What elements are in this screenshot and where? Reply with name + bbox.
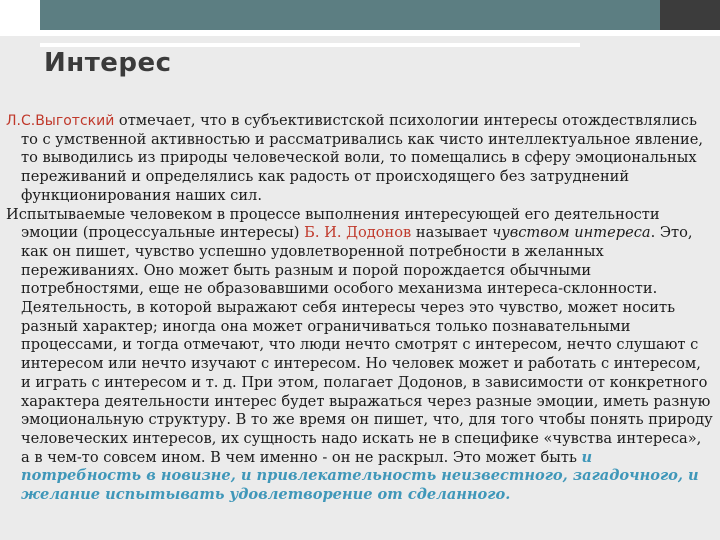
author-vygotsky: Л.С.Выготский xyxy=(6,113,115,129)
header-accent-bar xyxy=(40,0,660,30)
paragraph-2-text-after: . Это, как он пишет, чувство успешно удовлетворенной потребности в желанных переживаниях. Оно может быть разным и порой порождается обычными потребностями, еще не образовавшими особого механизма интереса-склонности. Деятельность, в которой выражают себя интересы через это чувство, может носить разный характер; иногда она может ограничиваться только познавательными процессами, и тогда отмечают, что люди нечто смотрят с интересом, нечто слушают с интересом или нечто изучают с интересом. Но человек может и работать с интересом, и играть с интересом и т. д. При этом, полагает Додонов, в зависимости от конкретного характера деятельности интерес будет выражаться через разные эмоции, иметь разную эмоциональную структуру. В то же время он пишет, что, для того чтобы понять природу человеческих интересов, их сущность надо искать не в специфике «чувства интереса», а в чем-то совсем ином. В чем именно - он не раскрыл. Это может быть xyxy=(21,224,713,466)
paragraph-2-text-mid: называет xyxy=(411,224,493,242)
header-divider-line xyxy=(40,43,580,47)
highlight-conclusion: и потребность в новизне, и привлекательность неизвестного, загадочного, и желание испытывать удовлетворение от сделанного. xyxy=(21,448,699,504)
term-interest-feeling: чувством интереса xyxy=(492,224,651,242)
paragraph-2-text-before: Испытываемые человеком в процессе выполнения интересующей его деятельности эмоции (процессуальные интересы) xyxy=(6,205,660,242)
author-dodonov: Б. И. Додонов xyxy=(304,224,412,242)
paragraph-1-text: отмечает, что в субъективистской психологии интересы отождествлялись то с умственной активностью и рассматривались как чисто интеллектуальное явление, то выводились из природы человеческой воли, то помещались в сферу эмоциональных переживаний и определялись как радость от происходящего без затруднений функционирования наших сил. xyxy=(21,112,703,204)
header-corner-block xyxy=(660,0,720,30)
slide-title: Интерес xyxy=(44,48,172,78)
paragraph-vygotsky xyxy=(6,112,714,206)
paragraph-dodonov xyxy=(6,206,714,505)
slide-body xyxy=(6,112,714,505)
